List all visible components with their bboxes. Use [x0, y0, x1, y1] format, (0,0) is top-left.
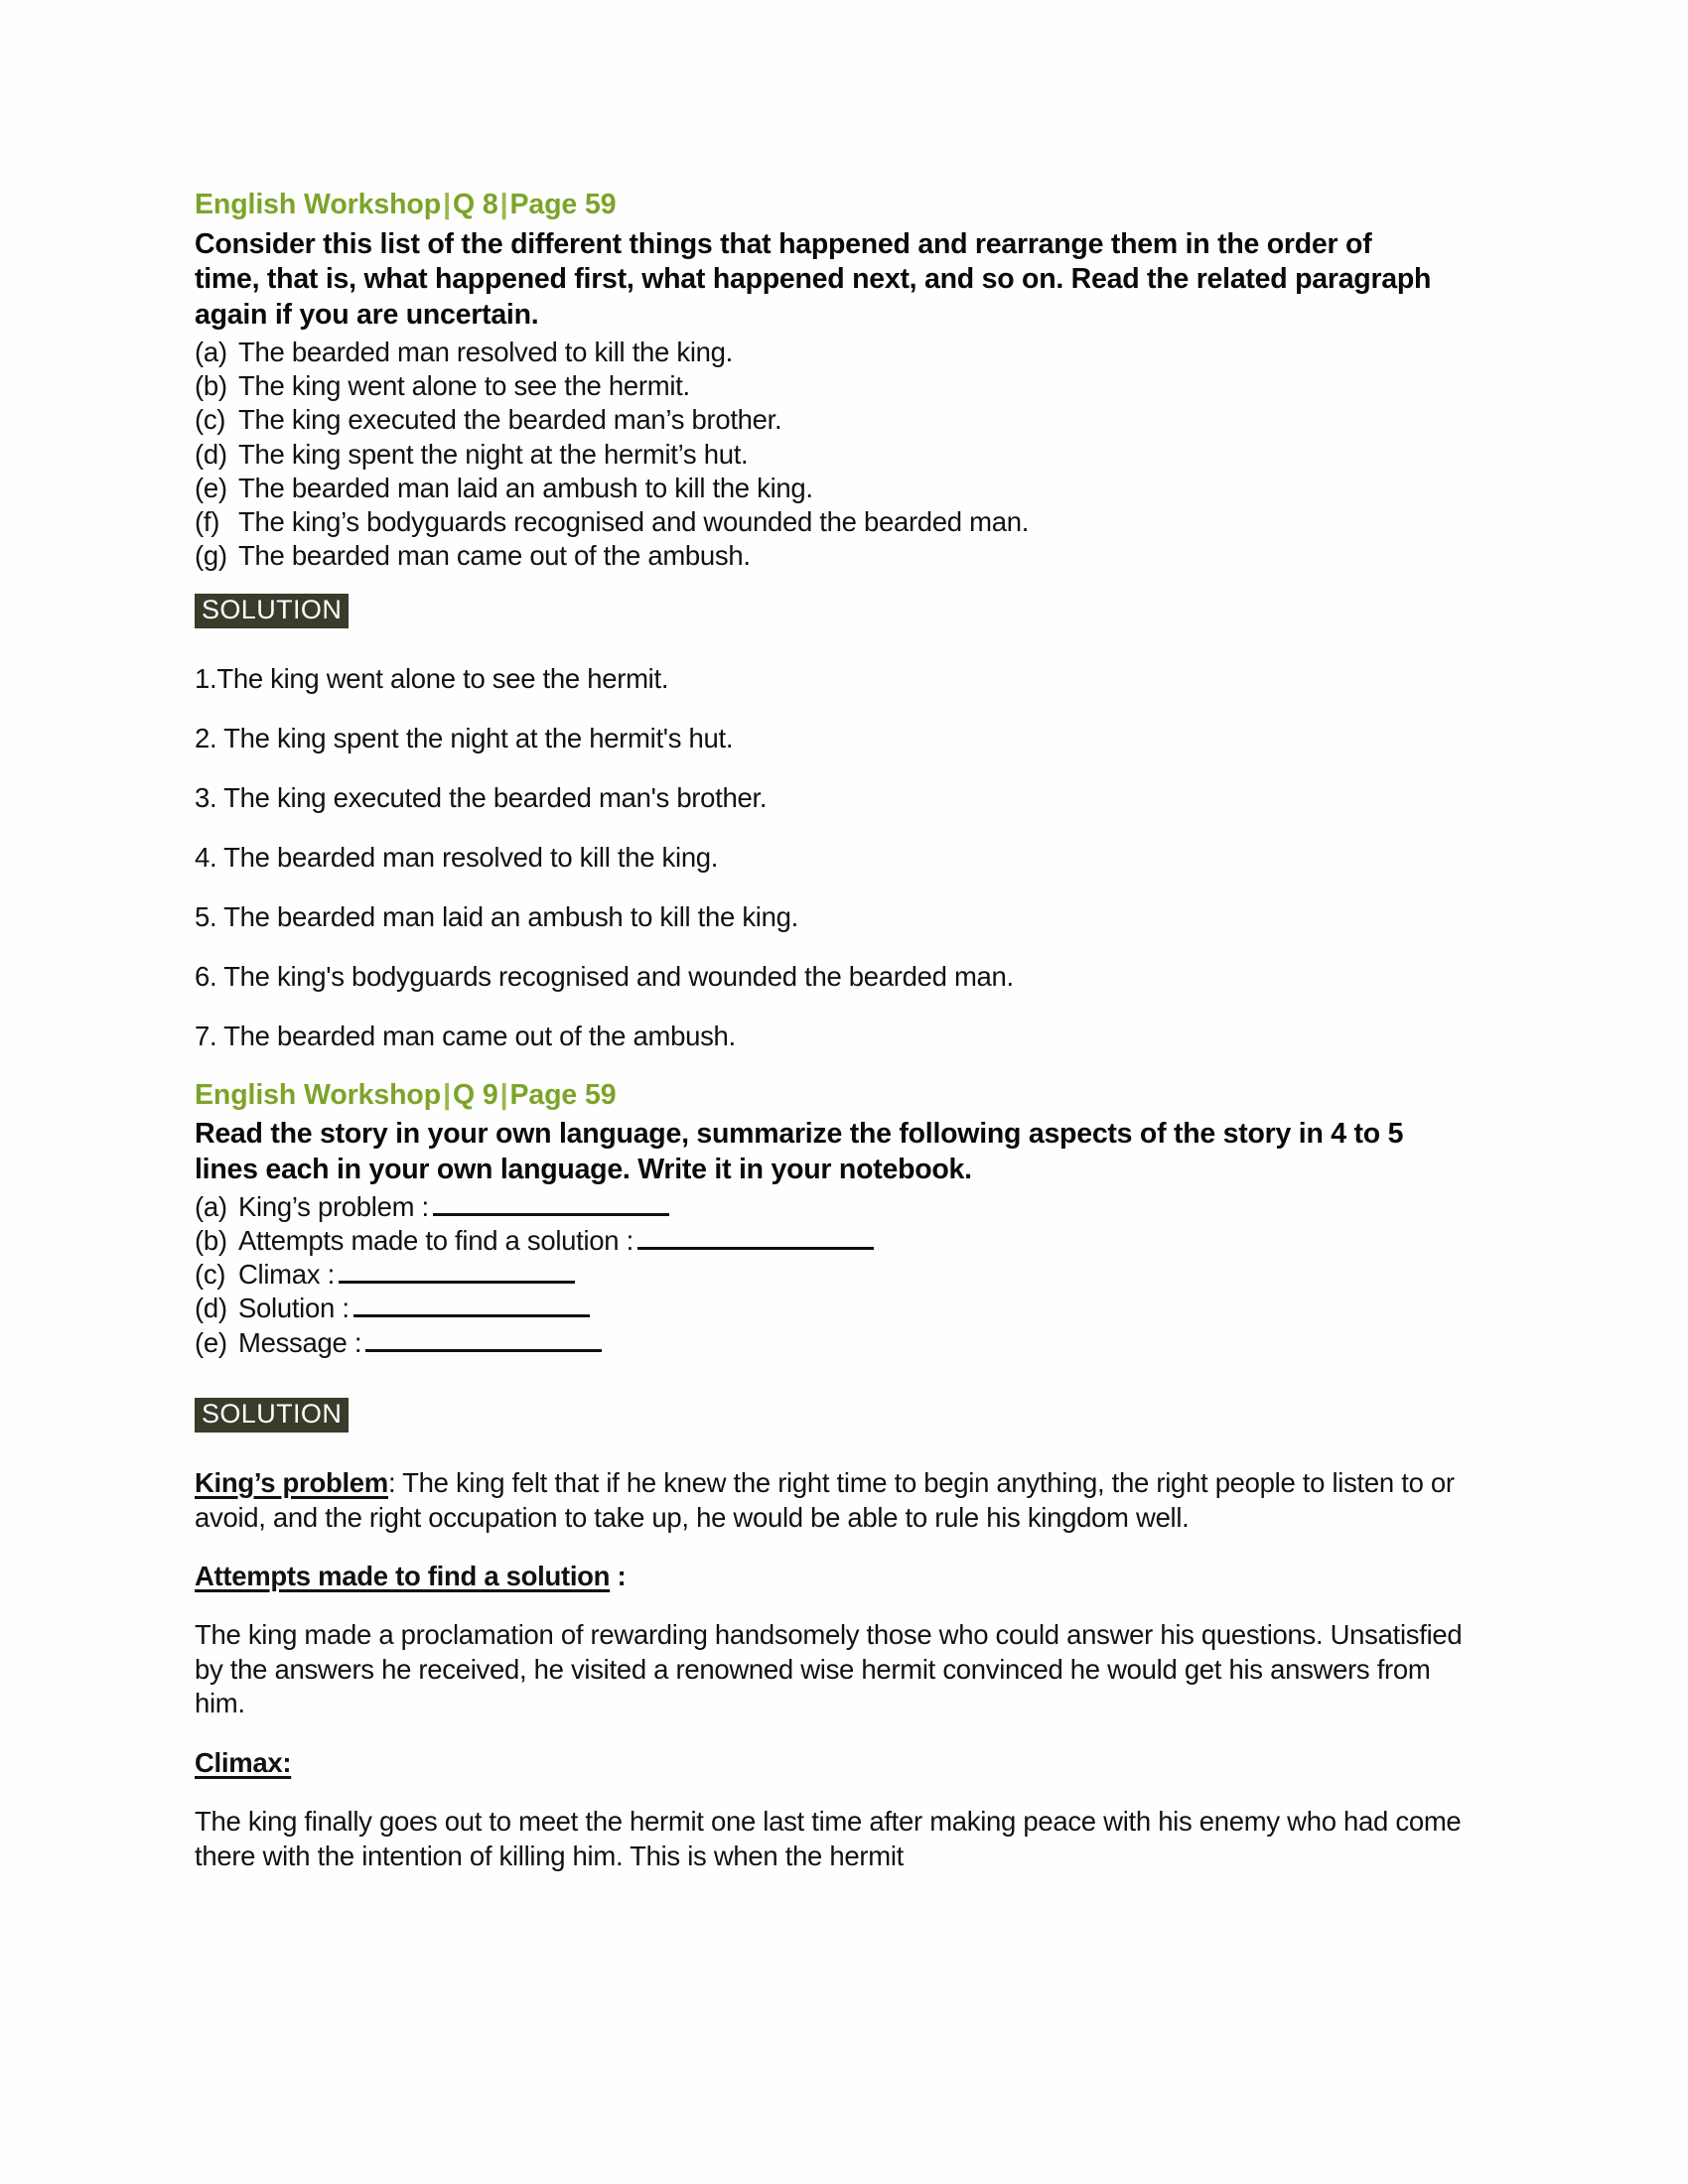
- answer-heading-attempts-label: Attempts made to find a solution: [195, 1561, 611, 1592]
- list-item-label: Attempts made to find a solution :: [238, 1224, 633, 1256]
- list-item-marker: (f): [195, 506, 220, 538]
- section-heading-separator-1: |: [443, 1078, 451, 1111]
- answer-blank-field[interactable]: [433, 1193, 669, 1216]
- solution-badge-q9: SOLUTION: [195, 1398, 349, 1433]
- list-item-marker: (a): [195, 336, 227, 367]
- list-item: [195, 505, 1509, 539]
- section-heading-question: Q 9: [452, 1078, 498, 1111]
- answer-label-kings-problem: King’s problem: [195, 1466, 388, 1498]
- list-item: 3. The king executed the bearded man's brother.: [195, 781, 768, 813]
- section-heading-page: Page 59: [509, 189, 617, 220]
- list-item-label: Message :: [238, 1326, 362, 1358]
- list-item-label: The bearded man resolved to kill the king.: [238, 336, 733, 367]
- section-heading-page: Page 59: [509, 1078, 617, 1111]
- answer-heading-climax-label: Climax:: [195, 1747, 292, 1779]
- section-heading-q8: [195, 189, 1509, 222]
- question-section-q8: [195, 189, 1509, 1052]
- list-item: [195, 539, 1509, 573]
- list-item-marker: (g): [195, 540, 227, 572]
- list-item: [195, 1326, 1509, 1360]
- list-item: 1.The king went alone to see the hermit.: [195, 662, 669, 694]
- list-item-marker: (b): [195, 370, 227, 402]
- answer-kings-problem: [195, 1466, 1476, 1535]
- section-heading-separator-2: |: [499, 1078, 508, 1111]
- list-item-label: The king spent the night at the hermit’s hut.: [238, 438, 749, 470]
- list-item: [195, 472, 1509, 505]
- answer-blank-field[interactable]: [365, 1329, 602, 1352]
- question-prompt-q8: Consider this list of the different things that happened and rearrange them in the order of time, that is, what happened first, what happened next, and so on. Read the related paragraph again if you are uncertain.: [195, 227, 1432, 332]
- list-item-label: The king’s bodyguards recognised and wounded the bearded man.: [238, 506, 1030, 538]
- list-item: [195, 1224, 1509, 1258]
- list-item-marker: (c): [195, 404, 226, 436]
- list-item-label: King’s problem :: [238, 1190, 429, 1222]
- solution-list-q8: [195, 662, 1509, 1052]
- list-item: 4. The bearded man resolved to kill the king.: [195, 841, 719, 873]
- list-item: [195, 1292, 1509, 1325]
- list-item: [195, 369, 1509, 403]
- section-heading-q9: [195, 1079, 1509, 1113]
- section-heading-separator-1: |: [443, 189, 451, 220]
- list-item: [195, 1258, 1509, 1292]
- list-item-label: The king went alone to see the hermit.: [238, 370, 690, 402]
- section-heading-book: English Workshop: [195, 1078, 442, 1111]
- answer-heading-climax: [195, 1747, 1509, 1779]
- list-item-marker: (c): [195, 1259, 226, 1291]
- list-item-marker: (e): [195, 472, 227, 503]
- section-heading-book: English Workshop: [195, 189, 442, 220]
- question-blanks-q9: [195, 1190, 1509, 1360]
- question-section-q9: [195, 1079, 1509, 1874]
- list-item: [195, 438, 1509, 472]
- list-item-marker: (d): [195, 1293, 227, 1324]
- list-item-label: The bearded man laid an ambush to kill the king.: [238, 472, 813, 503]
- answer-blank-field[interactable]: [353, 1295, 590, 1317]
- answer-heading-attempts-suffix: :: [610, 1561, 627, 1592]
- list-item-label: The king executed the bearded man’s brother.: [238, 404, 782, 436]
- solution-badge-q8: SOLUTION: [195, 594, 349, 628]
- answer-blank-field[interactable]: [339, 1261, 575, 1284]
- list-item-marker: (e): [195, 1326, 227, 1358]
- list-item-label: Climax :: [238, 1259, 335, 1291]
- question-prompt-q9: Read the story in your own language, summarize the following aspects of the story in 4 to 5 lines each in your own language. Write it in your notebook.: [195, 1118, 1404, 1185]
- answer-text-climax: The king finally goes out to meet the hermit one last time after making peace with his enemy who had come there with the intention of killing him. This is when the hermit: [195, 1806, 1462, 1871]
- list-item: [195, 336, 1509, 369]
- list-item-label: The bearded man came out of the ambush.: [238, 540, 751, 572]
- list-item: 6. The king's bodyguards recognised and wounded the bearded man.: [195, 960, 1014, 992]
- list-item-marker: (d): [195, 438, 227, 470]
- answer-text-attempts: The king made a proclamation of rewarding handsomely those who could answer his questions. Unsatisfied by the answers he received, he visited a renowned wise hermit convinced he would get his answers from him.: [195, 1619, 1463, 1719]
- list-item-marker: (a): [195, 1190, 227, 1222]
- list-item-label: Solution :: [238, 1293, 350, 1324]
- list-item: 2. The king spent the night at the hermit's hut.: [195, 722, 734, 753]
- section-heading-question: Q 8: [452, 189, 498, 220]
- list-item: 7. The bearded man came out of the ambush.: [195, 1020, 736, 1051]
- answer-label-suffix: :: [387, 1466, 396, 1498]
- answer-text-kings-problem: The king felt that if he knew the right time to begin anything, the right people to listen to or avoid, and the right occupation to take up, he would be able to rule his kingdom well.: [195, 1466, 1455, 1533]
- answer-blank-field[interactable]: [637, 1227, 874, 1250]
- question-options-q8: [195, 336, 1509, 574]
- section-heading-separator-2: |: [499, 189, 508, 220]
- list-item: 5. The bearded man laid an ambush to kill the king.: [195, 900, 798, 932]
- list-item: [195, 403, 1509, 437]
- answer-heading-attempts: [195, 1561, 1509, 1592]
- list-item-marker: (b): [195, 1224, 227, 1256]
- list-item: [195, 1190, 1509, 1224]
